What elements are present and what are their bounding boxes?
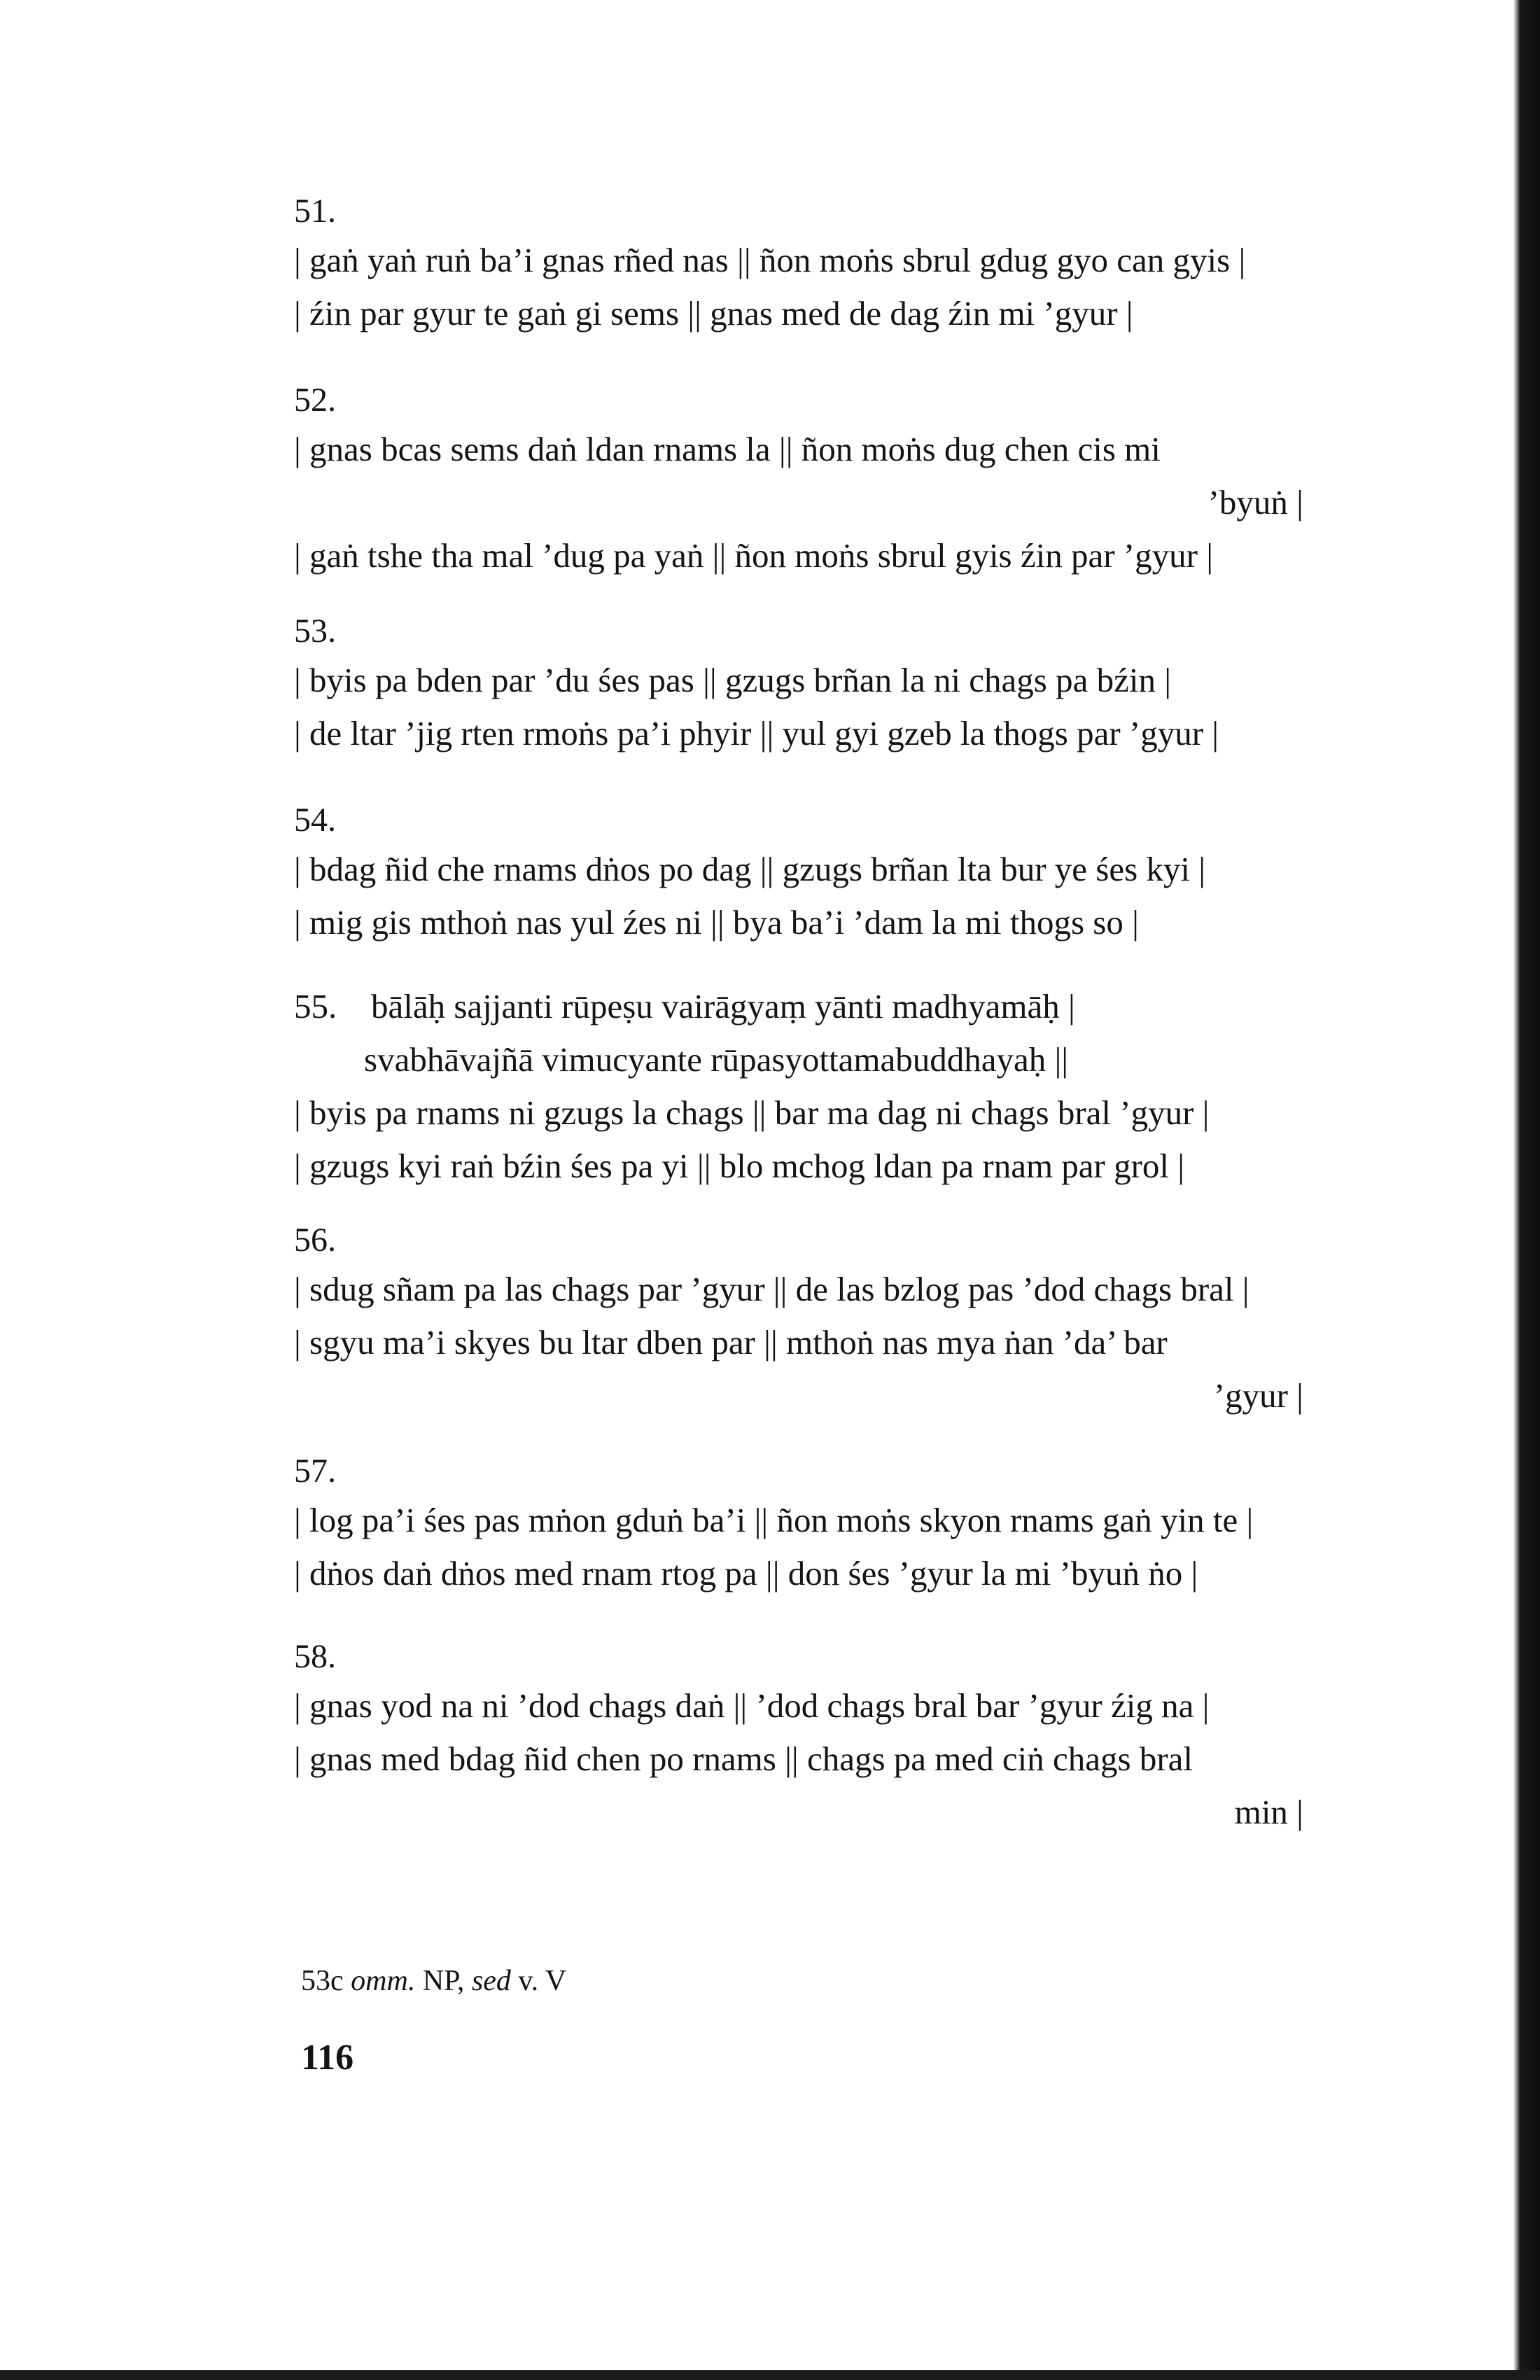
verse-number: 58.	[294, 1638, 336, 1675]
verse-51	[294, 189, 1428, 340]
verse-line-continuation: ’byuṅ |	[1208, 483, 1303, 522]
verse-line: | gnas med bdag ñid chen po rnams || chags pa med ciṅ chags bral	[294, 1740, 1194, 1778]
verse-line: | byis pa rnams ni gzugs la chags || bar ma dag ni chags bral ’gyur |	[294, 1093, 1210, 1132]
verse-line: | gnas bcas sems daṅ ldan rnams la || ñon moṅs dug chen cis mi	[294, 430, 1161, 468]
verse-line: | sgyu ma’i skyes bu ltar dben par || mthoṅ nas mya ṅan ’da’ bar	[294, 1323, 1168, 1362]
verse-number: 54.	[294, 802, 336, 839]
sanskrit-line: bālāḥ sajjanti rūpeṣu vairāgyaṃ yānti madhyamāḥ |	[371, 987, 1075, 1026]
verse-number: 55.	[294, 987, 337, 1026]
verse-line: | log pa’i śes pas mṅon gduṅ ba’i || ñon moṅs skyon rnams gaṅ yin te |	[294, 1501, 1254, 1539]
verse-line: | gaṅ tshe tha mal ’dug pa yaṅ || ñon moṅs sbrul gyis źin par ’gyur |	[294, 536, 1213, 575]
verse-number: 57.	[294, 1452, 336, 1490]
sanskrit-line: svabhāvajñā vimucyante rūpasyottamabuddhayaḥ ||	[364, 1040, 1069, 1079]
footnote-abbr: sed	[471, 1965, 511, 1997]
verse-line: | źin par gyur te gaṅ gi sems || gnas med de dag źin mi ’gyur |	[294, 294, 1133, 332]
scan-bottom-edge	[0, 2370, 1540, 2380]
verse-line: | sdug sñam pa las chags par ’gyur || de las bzlog pas ’dod chags bral |	[294, 1270, 1250, 1308]
verse-number: 52.	[294, 382, 336, 419]
footnote-ref: 53c	[301, 1965, 344, 1997]
verse-line: | gnas yod na ni ’dod chags daṅ || ’dod chags bral bar ’gyur źig na |	[294, 1686, 1210, 1725]
verse-number: 53.	[294, 612, 336, 650]
verse-55	[294, 980, 1428, 1193]
verse-number: 51.	[294, 192, 336, 230]
verse-line-continuation: ’gyur |	[1213, 1376, 1303, 1415]
verse-58	[294, 1634, 1428, 1839]
verse-line: | byis pa bden par ’du śes pas || gzugs brñan la ni chags pa bźin |	[294, 661, 1172, 699]
verse-53	[294, 609, 1428, 760]
footnote-abbr: omm.	[351, 1965, 416, 1997]
verse-52	[294, 378, 1428, 582]
verse-line: | gaṅ yaṅ ruṅ ba’i gnas rñed nas || ñon moṅs sbrul gdug gyo can gyis |	[294, 241, 1246, 279]
verse-56	[294, 1218, 1428, 1422]
verse-line: | de ltar ’jig rten rmoṅs pa’i phyir || yul gyi gzeb la thogs par ’gyur |	[294, 714, 1219, 752]
verse-number: 56.	[294, 1222, 336, 1259]
verse-line-continuation: min |	[1234, 1793, 1303, 1831]
verse-57	[294, 1449, 1428, 1600]
page-number: 116	[301, 2038, 354, 2078]
footnote-text: v. V	[518, 1965, 567, 1997]
verse-line: | gzugs kyi raṅ bźin śes pa yi || blo mchog ldan pa rnam par grol |	[294, 1147, 1185, 1185]
scan-edge-shadow	[1513, 0, 1540, 2380]
verse-line: | mig gis mthoṅ nas yul źes ni || bya ba’i ’dam la mi thogs so |	[294, 903, 1139, 941]
verse-line: | dṅos daṅ dṅos med rnam rtog pa || don śes ’gyur la mi ’byuṅ ṅo |	[294, 1554, 1198, 1592]
verse-line: | bdag ñid che rnams dṅos po dag || gzugs brñan lta bur ye śes kyi |	[294, 850, 1206, 888]
footnote-sigla: NP,	[422, 1965, 465, 1997]
sanskrit-first-line	[294, 980, 1428, 1033]
footnote	[301, 1960, 566, 2002]
verse-54	[294, 798, 1428, 949]
